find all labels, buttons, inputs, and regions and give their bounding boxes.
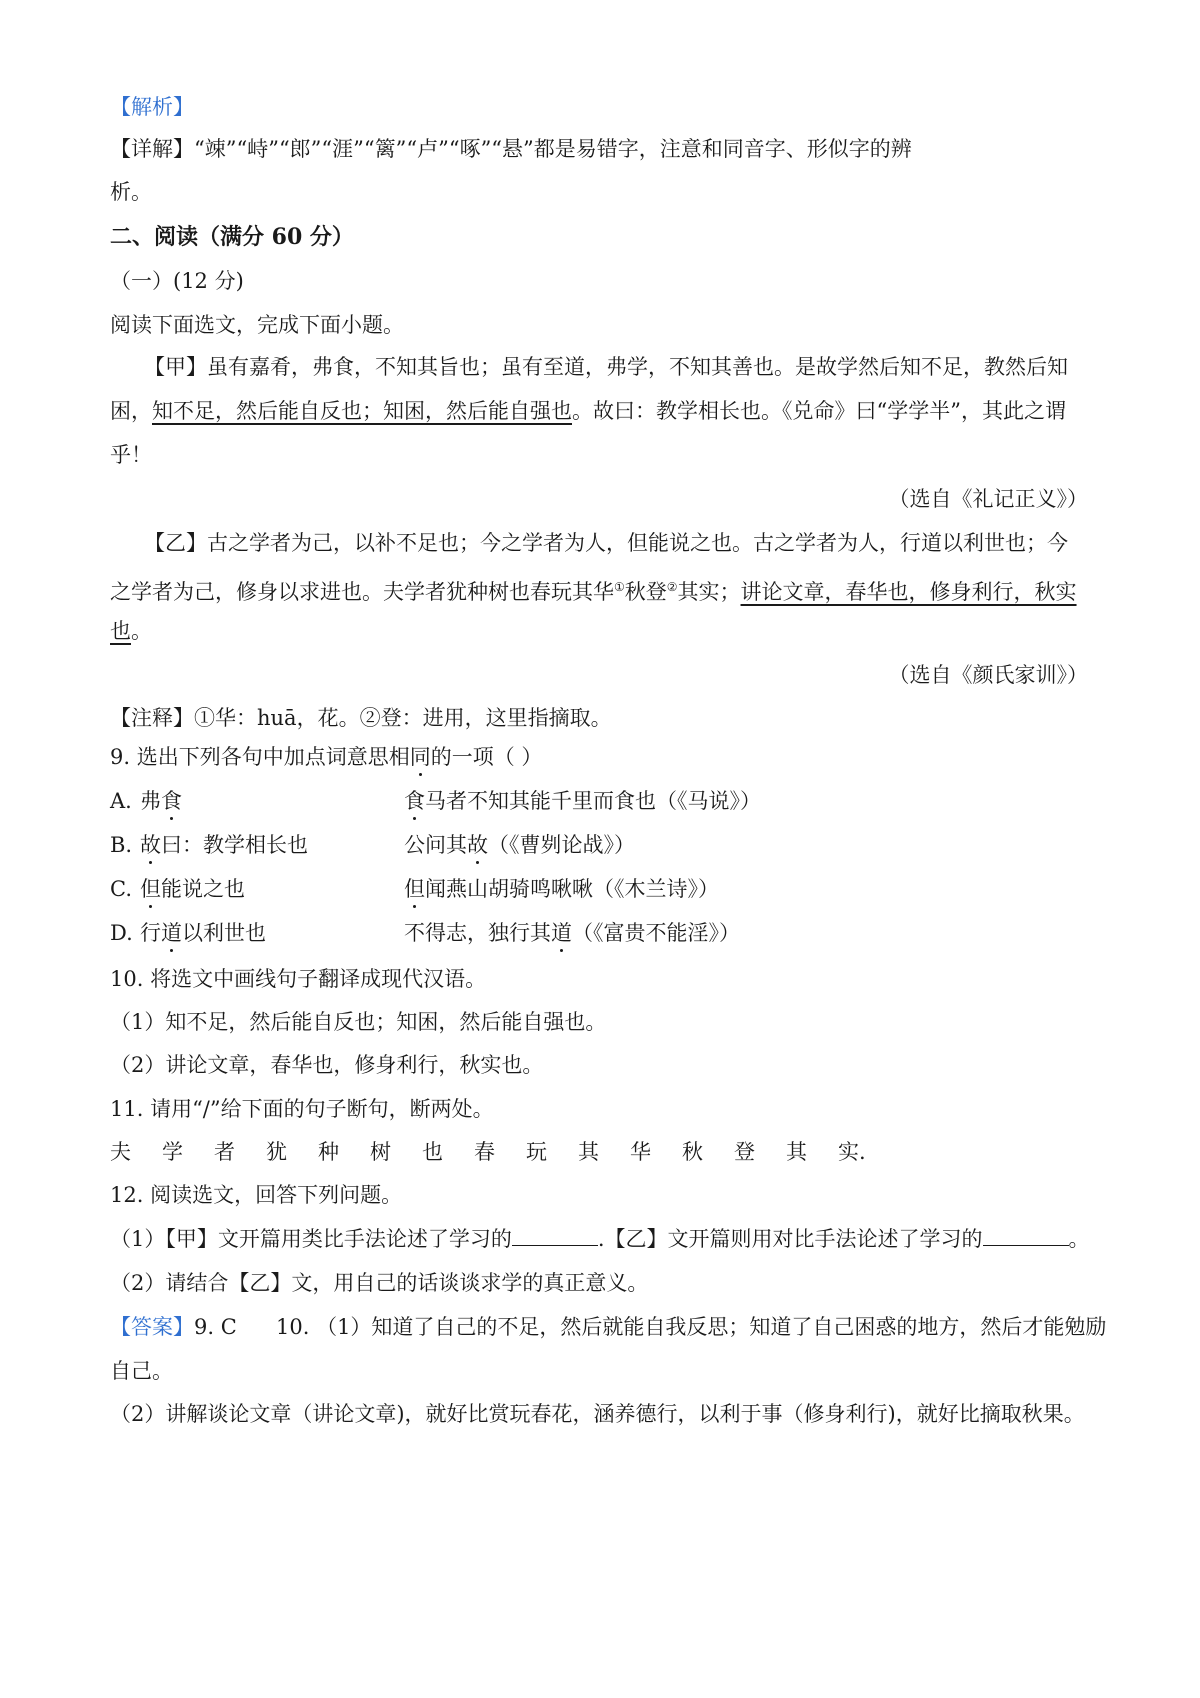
q9-stem xyxy=(110,742,542,772)
option-letter: D. xyxy=(110,921,133,945)
sentence-char: 者 xyxy=(214,1140,235,1164)
sentence-char: 种 xyxy=(318,1140,339,1164)
yi-line2-mid2: 其实； xyxy=(677,580,741,604)
q9-stem-post: 的一项（ ） xyxy=(430,745,543,769)
q9-stem-pre: 9. 选出下列各句中加点词意思相 xyxy=(110,745,410,769)
sentence-char: 实. xyxy=(838,1140,866,1164)
q12-stem: 12. 阅读选文，回答下列问题。 xyxy=(110,1183,403,1207)
answer-blank-1[interactable] xyxy=(512,1227,598,1246)
sub-heading: （一）(12 分) xyxy=(110,269,244,293)
left-dot: 道 xyxy=(161,921,182,945)
yi-line3-post: 。 xyxy=(131,619,152,643)
footnote-marker-2: ② xyxy=(666,580,678,594)
q9-stem-dot: 同 xyxy=(409,745,431,769)
passage-yi-line3 xyxy=(110,616,152,646)
jia-line2-pre: 困， xyxy=(110,399,152,423)
q9-option-a xyxy=(110,786,761,816)
right-post: 马者不知其能千里而食也（《马说》） xyxy=(425,789,761,813)
q11-sentence xyxy=(110,1137,890,1167)
option-letter: B. xyxy=(110,833,133,857)
left-pre: 弗 xyxy=(140,789,161,813)
right-post: （《富贵不能淫》） xyxy=(572,921,740,945)
q12-item2: （2）请结合【乙】文，用自己的话谈谈求学的真正意义。 xyxy=(110,1271,649,1295)
q10-item1: （1）知不足，然后能自反也；知困，然后能自强也。 xyxy=(110,1010,607,1034)
sentence-char: 春 xyxy=(474,1140,495,1164)
sentence-char: 其 xyxy=(786,1140,807,1164)
answer-q9: 9. C xyxy=(194,1315,237,1339)
option-right xyxy=(404,877,719,901)
instruction: 阅读下面选文，完成下面小题。 xyxy=(110,313,404,337)
q10-stem: 10. 将选文中画线句子翻译成现代汉语。 xyxy=(110,967,487,991)
footnote-marker-1: ① xyxy=(614,580,625,594)
option-letter: A. xyxy=(110,789,132,813)
detail-label: 【详解】 xyxy=(110,137,194,161)
right-dot: 故 xyxy=(467,833,488,857)
left-dot: 故 xyxy=(140,833,161,857)
yi-line2-mid: 秋登 xyxy=(624,580,667,604)
q9-option-b xyxy=(110,830,635,860)
option-left xyxy=(140,874,404,904)
section-heading: 二、阅读（满分 60 分） xyxy=(110,224,354,250)
passage-jia-line3: 乎！ xyxy=(110,443,152,467)
left-dot: 食 xyxy=(161,789,182,813)
analysis-label: 【解析】 xyxy=(110,95,194,119)
answer-q10-line3: （2）讲解谈论文章（讲论文章)，就好比赏玩春花，涵养德行，以利于事（修身利行)，就好比摘取秋果。 xyxy=(110,1402,1085,1426)
answer-line1 xyxy=(110,1312,1106,1342)
right-post: （《曹刿论战》） xyxy=(488,833,635,857)
option-left xyxy=(140,918,404,948)
option-left xyxy=(140,786,404,816)
passage-yi-source: （选自《颜氏家训》） xyxy=(888,663,1088,687)
right-pre: 不得志，独行其 xyxy=(404,921,551,945)
sentence-char: 秋 xyxy=(682,1140,703,1164)
q12-item1-pre: （1）【甲】文开篇用类比手法论述了学习的 xyxy=(110,1227,512,1251)
sentence-char: 玩 xyxy=(526,1140,547,1164)
left-pre: 行 xyxy=(140,921,161,945)
sentence-char: 树 xyxy=(370,1140,391,1164)
passage-jia-source: （选自《礼记正义》） xyxy=(888,487,1088,511)
q12-item1-mid: .【乙】文开篇则用对比手法论述了学习的 xyxy=(597,1227,983,1251)
right-dot: 道 xyxy=(551,921,572,945)
underlined-sentence-1: 知不足，然后能自反也；知困，然后能自强也 xyxy=(152,399,572,423)
option-letter: C. xyxy=(110,877,132,901)
sentence-char: 学 xyxy=(162,1140,183,1164)
sentence-char: 犹 xyxy=(266,1140,287,1164)
q9-option-c xyxy=(110,874,719,904)
analysis-detail-line2: 析。 xyxy=(110,180,152,204)
option-right xyxy=(404,921,740,945)
right-pre: 公问其 xyxy=(404,833,467,857)
yi-line2-pre: 之学者为己，修身以求进也。夫学者犹种树也春玩其华 xyxy=(110,580,614,604)
left-post: 以利世也 xyxy=(182,921,266,945)
q9-option-d xyxy=(110,918,740,948)
sentence-char: 其 xyxy=(578,1140,599,1164)
analysis-detail-line1 xyxy=(110,134,912,164)
q12-item1 xyxy=(110,1224,1090,1254)
right-post: 闻燕山胡骑鸣啾啾（《木兰诗》） xyxy=(425,877,719,901)
underlined-sentence-2: 讲论文章，春华也，修身利行，秋实 xyxy=(740,580,1077,604)
passage-jia-line2 xyxy=(110,396,1066,426)
right-dot: 食 xyxy=(404,789,425,813)
answer-blank-2[interactable] xyxy=(983,1227,1069,1246)
option-right xyxy=(404,789,761,813)
sentence-char: 华 xyxy=(630,1140,651,1164)
q10-item2: （2）讲论文章，春华也，修身利行，秋实也。 xyxy=(110,1053,544,1077)
answer-q10-line1: 10. （1）知道了自己的不足，然后就能自我反思；知道了自己困惑的地方，然后才能勉励 xyxy=(276,1315,1107,1339)
underlined-sentence-2-end: 也 xyxy=(110,619,131,643)
passage-jia-line1: 【甲】虽有嘉肴，弗食，不知其旨也；虽有至道，弗学，不知其善也。是故学然后知不足，教然后知 xyxy=(144,355,1068,379)
detail-text: “竦”“峙”“郎”“涯”“篱”“卢”“啄”“悬”都是易错字，注意和同音字、形似字的辨 xyxy=(194,137,912,161)
answer-label: 【答案】 xyxy=(110,1315,194,1339)
jia-line2-post: 。故曰：教学相长也。《兑命》曰“学学半”，其此之谓 xyxy=(572,399,1066,423)
sentence-char: 也 xyxy=(422,1140,443,1164)
left-post: 曰：教学相长也 xyxy=(161,833,308,857)
option-left xyxy=(140,830,404,860)
sentence-char: 夫 xyxy=(110,1140,131,1164)
right-dot: 但 xyxy=(404,877,425,901)
q11-stem: 11. 请用“/”给下面的句子断句，断两处。 xyxy=(110,1097,494,1121)
passage-yi-line1: 【乙】古之学者为己，以补不足也；今之学者为人，但能说之也。古之学者为人，行道以利世也；今 xyxy=(144,531,1068,555)
sentence-char: 登 xyxy=(734,1140,755,1164)
q12-item1-post: 。 xyxy=(1068,1227,1090,1251)
passage-yi-line2 xyxy=(110,572,1077,607)
left-post: 能说之也 xyxy=(161,877,245,901)
option-right xyxy=(404,833,635,857)
answer-q10-line2: 自己。 xyxy=(110,1359,173,1383)
notes: 【注释】①华：huā，花。②登：进用，这里指摘取。 xyxy=(110,706,612,730)
left-dot: 但 xyxy=(140,877,161,901)
